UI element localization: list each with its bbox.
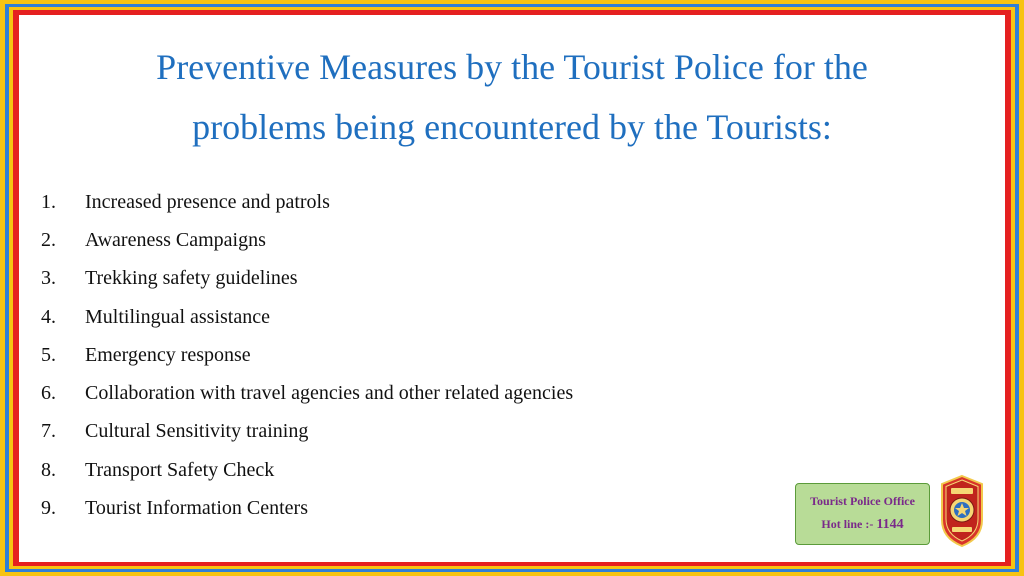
list-item [41, 221, 573, 259]
list-item [41, 183, 573, 221]
hotline-office-label: Tourist Police Office [810, 494, 915, 508]
list-item [41, 413, 573, 451]
list-item-number: 8. [41, 458, 56, 481]
tourist-police-emblem-icon [938, 474, 986, 548]
slide-title [19, 37, 1005, 157]
list-item [41, 451, 573, 489]
list-item [41, 374, 573, 412]
list-item-number: 4. [41, 305, 56, 328]
list-item-text: Increased presence and patrols [85, 190, 330, 213]
slide-content [19, 15, 1005, 562]
list-item-text: Collaboration with travel agencies and other related agencies [85, 382, 574, 405]
list-item-number: 3. [41, 267, 56, 290]
list-item-text: Transport Safety Check [85, 458, 275, 481]
list-item-number: 6. [41, 382, 56, 405]
hotline-number: 1144 [876, 517, 904, 532]
list-item [41, 336, 573, 374]
list-item-text: Trekking safety guidelines [85, 267, 298, 290]
list-item [41, 489, 573, 527]
list-item-number: 1. [41, 190, 56, 213]
list-item-number: 7. [41, 420, 56, 443]
list-item-text: Multilingual assistance [85, 305, 270, 328]
list-item-text: Tourist Information Centers [85, 497, 308, 520]
measures-list [41, 183, 573, 528]
title-line-2: problems being encountered by the Tourists: [192, 107, 832, 147]
list-item-text: Awareness Campaigns [85, 228, 266, 251]
hotline-line [796, 517, 929, 533]
list-item-number: 9. [41, 497, 56, 520]
list-item-text: Cultural Sensitivity training [85, 420, 309, 443]
hotline-box [795, 483, 930, 545]
list-item [41, 260, 573, 298]
list-item [41, 298, 573, 336]
title-line-1: Preventive Measures by the Tourist Police for the [156, 47, 868, 87]
list-item-text: Emergency response [85, 343, 251, 366]
hotline-label: Hot line :- [821, 517, 874, 531]
list-item-number: 2. [41, 228, 56, 251]
list-item-number: 5. [41, 343, 56, 366]
